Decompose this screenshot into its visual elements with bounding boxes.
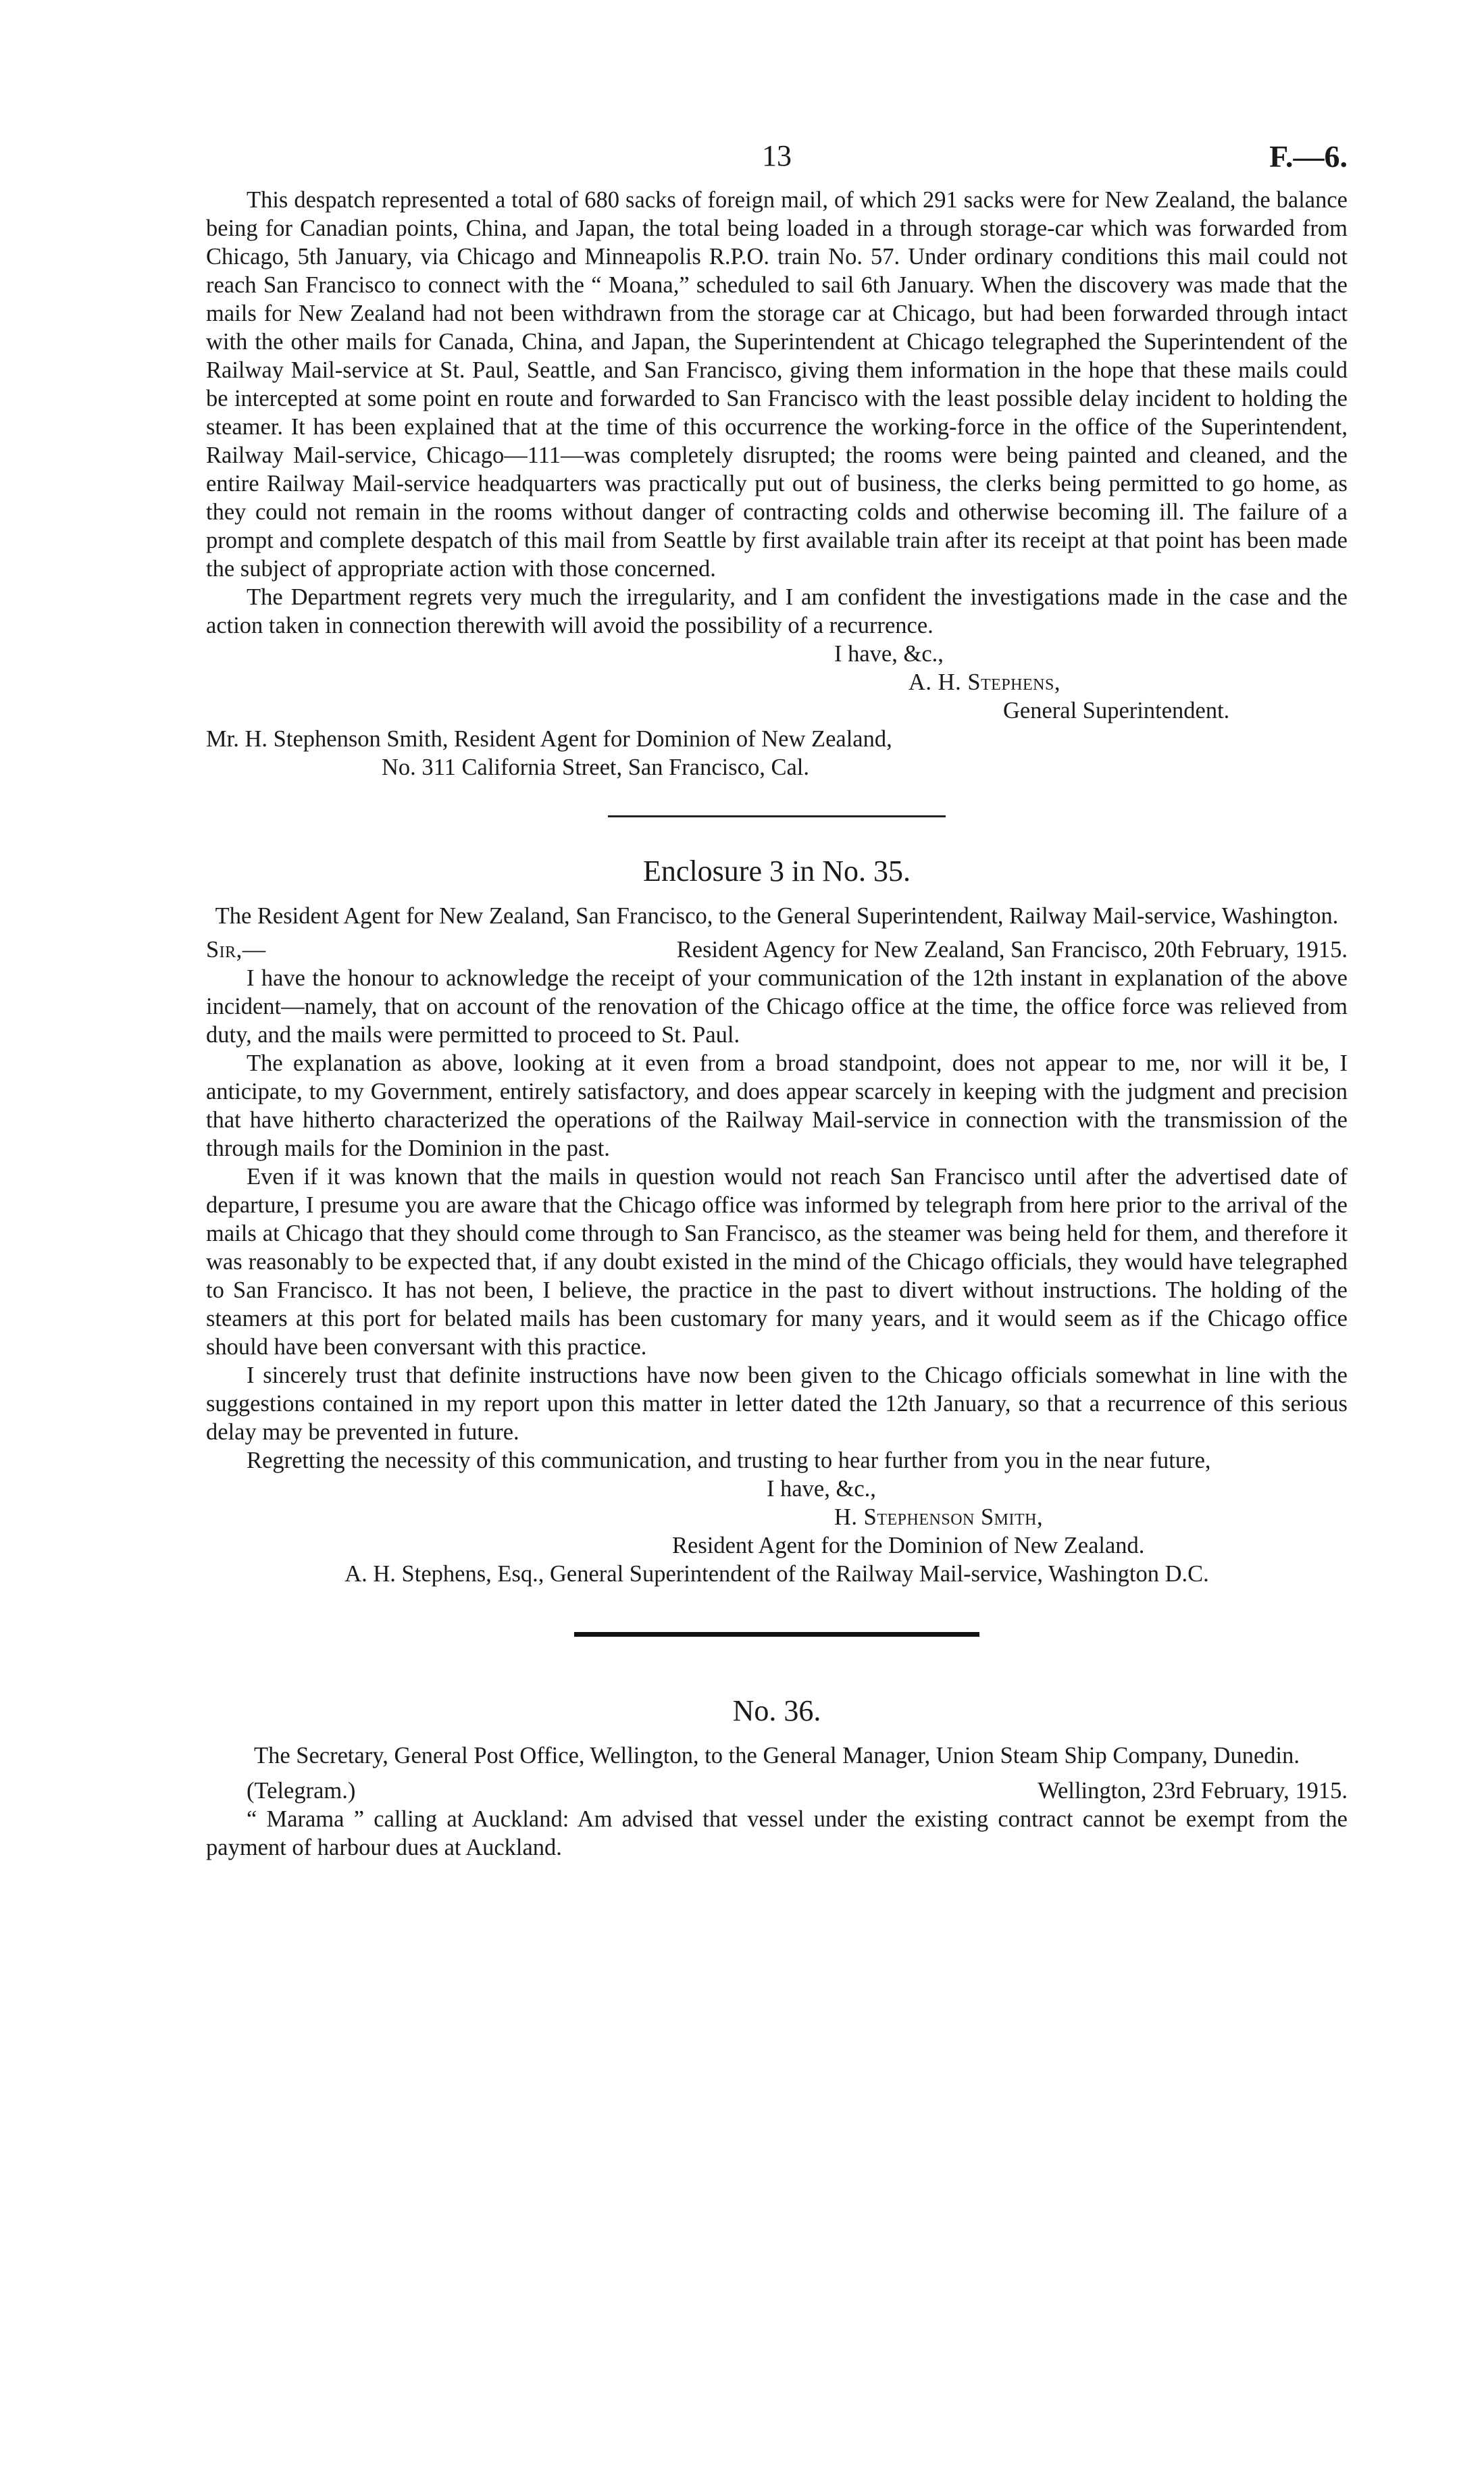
enclosure-signer: H. Stephenson Smith, [834,1504,1044,1530]
no36-heading: No. 36. [732,1694,821,1727]
letter1-addressee-1: Mr. H. Stephenson Smith, Resident Agent for Dominion of New Zealand, [206,726,892,752]
no36-body: “ Marama ” calling at Auckland: Am advised that vessel under the existing contract cannot be exempt from the payment of harbour dues at Auckland. [206,1806,1348,1860]
major-section-divider [574,1632,979,1637]
enclosure-addressee: A. H. Stephens, Esq., General Superintendent of the Railway Mail-service, Washington D.C. [344,1561,1209,1587]
enclosure-salutation-row [206,936,1348,964]
page-number: 13 [762,139,792,172]
document-page [206,138,1348,1862]
enclosure-paragraph-3: Even if it was known that the mails in question would not reach San Francisco until after the advertised date of departure, I presume you are aware that the Chicago office was informed by telegraph from here prior to the arrival of the mails at Chicago that they should come through to San Francisco, as the steamer was being held for them, and therefore it was reasonably to be expected that, if any doubt existed in the mind of the Chicago officials, they would have telegraphed to San Francisco. It has not been, I believe, the practice in the past to divert without instructions. The holding of the steamers at this port for belated mails has been customary for many years, and it would seem as if the Chicago office should have been conversant with this practice. [206,1164,1348,1360]
letter1-closing: I have, &c., [834,641,944,667]
enclosure-paragraph-4: I sincerely trust that definite instructions have now been given to the Chicago officials somewhat in line with the suggestions contained in my report upon this matter in letter dated the 12th January, so that a recurrence of this serious delay may be prevented in future. [206,1362,1348,1445]
no36-telegram-row [206,1777,1348,1805]
no36-dateline: Wellington, 23rd February, 1915. [1038,1778,1348,1804]
document-reference: F.—6. [1269,139,1348,174]
enclosure-salutation: Sir,— [206,937,266,963]
letter1-paragraph-2: The Department regrets very much the irregularity, and I am confident the investigations made in the case and the action taken in connection therewith will avoid the possibility of a recurrence. [206,584,1348,638]
enclosure-paragraph-5: Regretting the necessity of this communication, and trusting to hear further from you in the near future, [247,1448,1211,1473]
page-header [206,138,1348,186]
enclosure-closing: I have, &c., [767,1476,876,1502]
letter1-paragraph-1: This despatch represented a total of 680 sacks of foreign mail, of which 291 sacks were for New Zealand, the balance being for Canadian points, China, and Japan, the total being loaded in a through storage-car which was forwarded from Chicago, 5th January, via Chicago and Minneapolis R.P.O. train No. 57. Under ordinary conditions this mail could not reach San Francisco to connect with the “ Moana,” scheduled to sail 6th January. When the discovery was made that the mails for New Zealand had not been withdrawn from the storage car at Chicago, but had been forwarded through intact with the other mails for Canada, China, and Japan, the Superintendent at Chicago telegraphed the Superintendent of the Railway Mail-service at St. Paul, Seattle, and San Francisco, giving them information in the hope that these mails could be intercepted at some point en route and forwarded to San Francisco with the least possible delay incident to holding the steamer. It has been explained that at the time of this occurrence the working-force in the office of the Superintendent, Railway Mail-service, Chicago—111—was completely disrupted; the rooms were being painted and cleaned, and the entire Railway Mail-service headquarters was practically put out of business, the clerks being permitted to go home, as they could not remain in the rooms without danger of contracting colds and otherwise becoming ill. The failure of a prompt and complete despatch of this mail from Seattle by first available train after its receipt at that point has been made the subject of appropriate action with those concerned. [206,187,1348,582]
no36-type: (Telegram.) [247,1778,356,1804]
enclosure-subtitle: The Resident Agent for New Zealand, San Francisco, to the General Superintendent, Railway Mail-service, Washington. [215,903,1339,929]
enclosure-dateline: Resident Agency for New Zealand, San Francisco, 20th February, 1915. [676,937,1348,963]
enclosure-signer-title: Resident Agent for the Dominion of New Zealand. [672,1533,1145,1558]
letter1-signer-title: General Superintendent. [1003,698,1230,723]
letter1-addressee-2: No. 311 California Street, San Francisco, Cal. [382,755,810,780]
letter1-addressee-line2 [206,753,1348,782]
enclosure-paragraph-2: The explanation as above, looking at it even from a broad standpoint, does not appear to me, nor will it be, I anticipate, to my Government, entirely satisfactory, and does appear scarcely in keeping with the judgment and precision that have hitherto characterized the operations of the Railway Mail-service in connection with the transmission of the through mails for the Dominion in the past. [206,1050,1348,1161]
letter1-signer: A. H. Stephens, [909,669,1060,695]
no36-subtitle: The Secretary, General Post Office, Wellington, to the General Manager, Union Steam Ship Company, Dunedin. [254,1743,1300,1768]
letter1-addressee-line1 [206,725,1348,753]
enclosure-paragraph-1: I have the honour to acknowledge the receipt of your communication of the 12th instant in explanation of the above incident—namely, that on account of the renovation of the Chicago office at the time, the office force was relieved from duty, and the mails were permitted to proceed to St. Paul. [206,965,1348,1048]
enclosure-heading: Enclosure 3 in No. 35. [643,855,911,888]
section-divider [608,815,946,817]
